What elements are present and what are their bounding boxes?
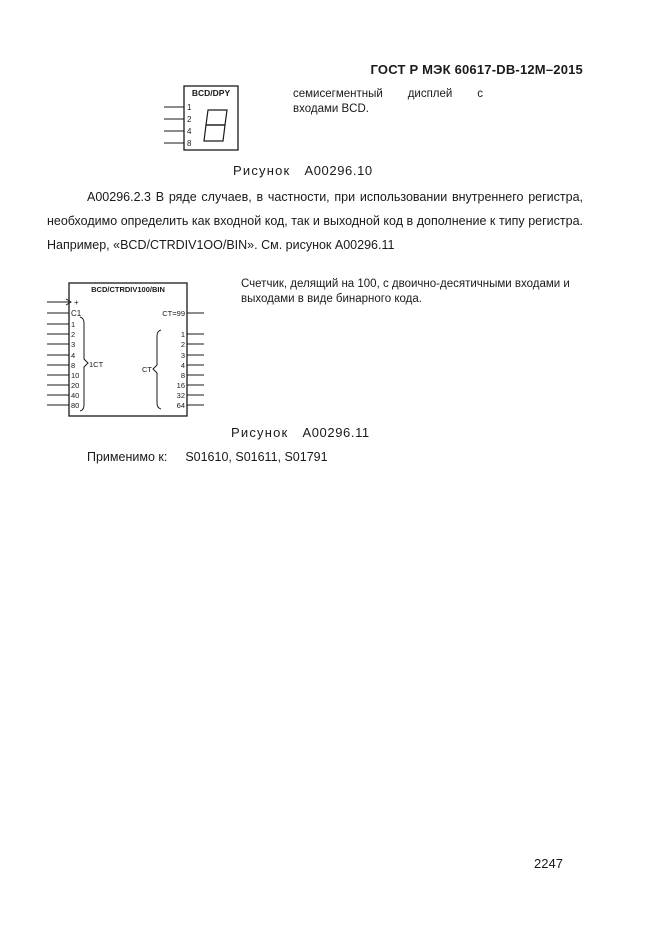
counter-output-2: 2 — [180, 340, 185, 349]
counter-input-2: 2 — [71, 330, 76, 339]
applicability-line — [87, 450, 328, 464]
body-paragraph — [47, 185, 583, 257]
input-label-8: 8 — [187, 139, 192, 148]
desc1-word-1: семисегментный — [293, 88, 383, 100]
counter-output-4: 4 — [180, 361, 185, 370]
bcd-dpy-label: BCD/DPY — [191, 88, 231, 98]
page-number: 2247 — [534, 856, 563, 871]
desc1-line-2: входами BCD. — [293, 103, 369, 115]
counter-output-lines — [187, 313, 204, 405]
caption1-code: A00296.10 — [304, 163, 373, 178]
counter-input-1: 1 — [71, 320, 76, 329]
figure1-caption — [233, 163, 373, 178]
desc1-word-3: с — [477, 88, 483, 100]
figure-bcd-display-symbol — [150, 84, 250, 156]
document-header: ГОСТ Р МЭК 60617-DB-12M–2015 — [370, 62, 583, 77]
output-group-brace-icon — [153, 330, 161, 409]
desc1-word-2: дисплей — [407, 88, 453, 100]
figure1-description — [293, 87, 483, 117]
counter-input-3: 3 — [71, 340, 76, 349]
counter-output-1: 1 — [180, 330, 185, 339]
input-label-1: 1 — [187, 103, 192, 112]
caption1-label: Рисунок — [233, 163, 291, 178]
clock-input-label: + — [74, 298, 79, 307]
counter-output-16: 16 — [176, 381, 185, 390]
counter-input-40: 40 — [71, 391, 80, 400]
display-input-lines — [164, 107, 184, 143]
counter-input-20: 20 — [71, 381, 80, 390]
counter-input-8: 8 — [71, 361, 76, 370]
counter-input-lines — [47, 302, 69, 405]
caption2-label: Рисунок — [231, 425, 289, 440]
counter-block-label: BCD/CTRDIV100/BIN — [91, 285, 165, 294]
counter-input-4: 4 — [71, 351, 76, 360]
counter-output-32: 32 — [176, 391, 185, 400]
applicability-label: Применимо к: — [87, 450, 168, 464]
terminal-count-output: CT=99 — [162, 309, 185, 318]
input-label-4: 4 — [187, 127, 192, 136]
clear-input-label: C1 — [71, 309, 82, 318]
figure-counter-symbol — [44, 281, 204, 421]
caption2-code: A00296.11 — [302, 425, 370, 440]
paragraph-text: A00296.2.3 В ряде случаев, в частности, при использовании внутреннего регистра, необходимо определить как входной код, так и выходной код в дополнение к типу регистра. Например, «BCD/CTRDIV1OO/BIN». См. рисунок A00296.11 — [47, 190, 583, 252]
counter-input-10: 10 — [71, 371, 80, 380]
counter-output-3: 3 — [180, 351, 185, 360]
applicability-codes: S01610, S01611, S01791 — [185, 450, 328, 464]
output-group-label: CT — [142, 365, 152, 374]
input-group-brace-icon — [80, 317, 88, 411]
figure2-caption — [231, 425, 370, 440]
counter-output-64: 64 — [176, 401, 185, 410]
figure2-description: Счетчик, делящий на 100, с двоично-десятичными входами и выходами в виде бинарного кода. — [241, 278, 570, 305]
input-group-label: 1CT — [89, 360, 104, 369]
seven-segment-digit-icon — [204, 110, 227, 141]
counter-output-8: 8 — [180, 371, 185, 380]
input-label-2: 2 — [187, 115, 192, 124]
counter-input-80: 80 — [71, 401, 80, 410]
